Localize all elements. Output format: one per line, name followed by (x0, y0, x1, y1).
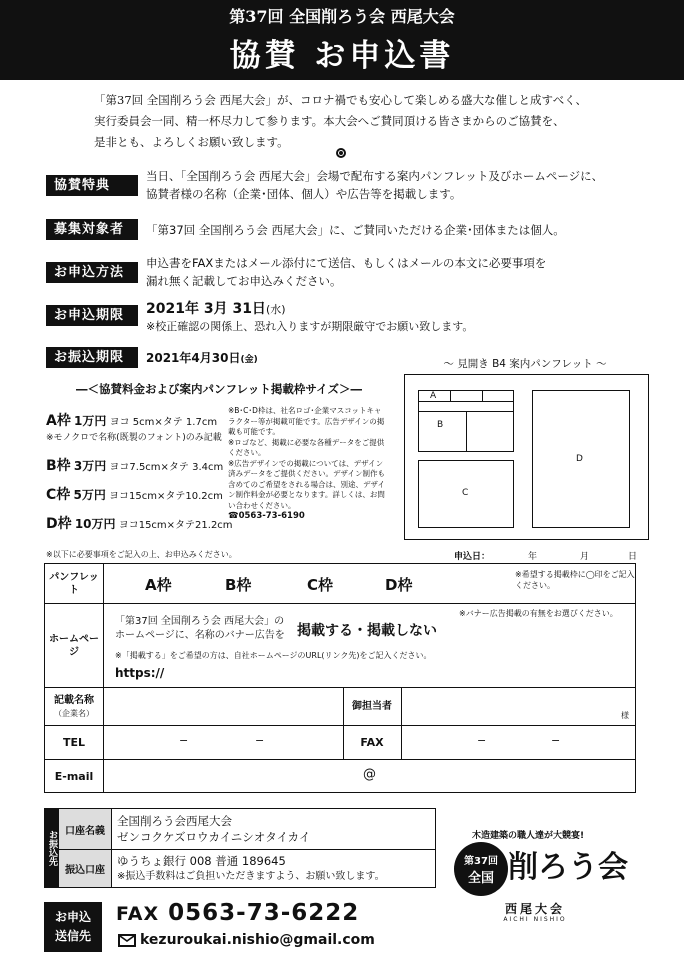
intro-line: 実行委員会一同、精一杯尽力して参ります。本大会へご賛同頂ける皆さまからのご協賛を、 (94, 114, 565, 128)
url-note: ※「掲載する」をご希望の方は、自社ホームページのURL(リンク先)をご記入ください。 (115, 651, 432, 660)
contact-label-line: お申込 (54, 910, 91, 924)
pamphlet-note: ※希望する掲載枠に◯印をご記入ください。 (515, 570, 635, 590)
payment-weekday: (金) (240, 355, 258, 365)
divider (111, 849, 435, 850)
homepage-text (115, 615, 285, 643)
target-label: 募集対象者 (46, 219, 138, 240)
deadline-note: ※校正確認の関係上、恐れ入りますが期限厳守でお願い致します。 (146, 320, 474, 333)
email-address[interactable]: kezuroukai.nishio@gmail.com (140, 932, 375, 948)
divider (111, 809, 112, 887)
price-note: ※B･C･D枠は、社名ロゴ･企業マスコットキャラクター等が掲載可能です。広告デザインの掲載も可能です。 (228, 406, 385, 436)
application-form (44, 563, 636, 793)
form-row-pamphlet (45, 564, 635, 603)
bank-details (117, 853, 385, 885)
fax-input[interactable] (403, 728, 633, 756)
benefit-label: 協賛特典 (46, 175, 138, 196)
price-note-phone: ☎0563-73-6190 (228, 511, 305, 521)
price-note: ※広告デザインでの掲載については、デザイン済みデータをご提供ください。デザイン制作も含めてのご希望をされる場合は、別途、デザイン制作料金が必要となります。詳しくは、お問い合わせください。 (228, 458, 385, 510)
tel-input[interactable] (105, 728, 341, 756)
method-line: 申込書をFAXまたはメール添付にて送信、もしくはメールの本文に必要事項を (146, 256, 547, 270)
fax-number: 0563-73-6222 (168, 900, 360, 926)
slot-b-label: B (437, 420, 444, 430)
fax-dash: − (477, 734, 487, 747)
deadline-label: お申込期限 (46, 305, 138, 326)
contact-label (44, 902, 102, 952)
option-a[interactable]: A枠 (145, 576, 172, 594)
method-label: お申込方法 (46, 262, 138, 283)
homepage-line: 「第37回 全国削ろう会 西尾大会」の (115, 616, 285, 627)
header-banner (0, 0, 684, 80)
frame-a-size: ヨコ 5cm×タテ 1.7cm (109, 417, 218, 428)
frame-a-price: 1万円 (74, 414, 107, 428)
bank-label: 振込口座 (59, 849, 111, 887)
name-field-label (45, 688, 103, 725)
tel-dash: − (179, 734, 189, 747)
payment-date (146, 349, 258, 366)
fax-contact (116, 900, 359, 926)
intro-line: 是非とも、よろしくお願い致します。 (94, 135, 289, 149)
method-text (146, 254, 646, 290)
tel-field-label: TEL (62, 736, 86, 749)
logo-roman: AICHI NISHIO (503, 916, 567, 923)
homepage-line: ホームページに、名称のバナー広告を (115, 630, 285, 641)
frame-c-name: C枠 (46, 487, 71, 503)
frame-d-size: ヨコ15cm×タテ21.2cm (118, 520, 233, 531)
frame-d-name: D枠 (46, 516, 72, 532)
email-field-label: E-mail (54, 770, 94, 783)
frame-d-price: 10万円 (74, 517, 116, 531)
slot-c-label: C (462, 488, 469, 498)
price-row-d (46, 513, 233, 533)
apply-day-label: 日 (628, 552, 638, 562)
method-line: 漏れ無く記載してお申込みください。 (146, 274, 342, 288)
deadline-date (146, 298, 286, 318)
option-c[interactable]: C枠 (307, 576, 334, 594)
at-sign: @ (363, 767, 376, 782)
url-input[interactable]: https:// (115, 666, 165, 680)
email-contact[interactable] (118, 932, 375, 948)
deadline-weekday: (水) (265, 303, 286, 316)
logo-edition: 第37回 (464, 856, 498, 867)
divider (103, 604, 104, 687)
divider (103, 688, 104, 725)
account-side-label: お振込先 (45, 809, 59, 887)
slot-a-label: A (430, 391, 437, 401)
event-logo (450, 828, 640, 924)
account-name (117, 813, 310, 845)
target-text: 「第37回 全国削ろう会 西尾大会」に、ご賛同いただける企業･団体または個人。 (146, 223, 565, 237)
logo-tagline: 木造建築の職人達が大競宴! (472, 831, 585, 841)
apply-month-label: 月 (580, 552, 590, 562)
mail-icon (118, 934, 136, 947)
name-input[interactable] (105, 690, 341, 722)
price-row-c (46, 484, 223, 504)
frame-b-size: ヨコ7.5cm×タテ 3.4cm (109, 462, 224, 473)
price-notes (228, 406, 388, 522)
divider (401, 688, 402, 725)
frame-c-size: ヨコ15cm×タテ10.2cm (109, 491, 223, 502)
contact-label-line: 送信先 (54, 929, 91, 943)
logo-city: 西尾大会 (504, 902, 565, 916)
apply-date-label: 申込日： (454, 552, 491, 562)
divider (103, 760, 104, 793)
intro-text (94, 90, 614, 153)
divider (103, 726, 104, 759)
name-sub-label: （企業名） (54, 708, 94, 718)
pamphlet-field-label: パンフレット (49, 571, 99, 596)
homepage-field-label: ホームページ (49, 633, 99, 658)
price-row-b (46, 455, 223, 475)
form-row-name (45, 687, 635, 725)
form-row-email (45, 759, 635, 793)
fax-prefix: FAX (116, 903, 160, 925)
page-title: 協賛 お申込書 (229, 38, 455, 74)
account-name-label: 口座名義 (59, 809, 111, 849)
person-input[interactable] (403, 690, 613, 722)
benefit-line: 協賛者様の名称（企業･団体、個人）や広告等を掲載します。 (146, 187, 462, 201)
banner-choice[interactable]: 掲載する・掲載しない (297, 623, 437, 639)
pamphlet-title: 〜 見開き B4 案内パンフレット 〜 (443, 358, 607, 370)
person-field-label: 御担当者 (352, 701, 392, 712)
divider (103, 564, 104, 603)
form-row-tel-fax (45, 725, 635, 759)
logo-nation: 全国 (467, 871, 494, 886)
logo-main: 削ろう会 (508, 850, 628, 885)
name-label-text: 記載名称 (54, 694, 94, 706)
price-note: ※ロゴなど、掲載に必要な各種データをご提供ください。 (228, 437, 385, 457)
payment-label: お振込期限 (46, 347, 138, 368)
slot-d-label: D (576, 454, 583, 464)
intro-line: 「第37回 全国削ろう会 西尾大会」が、コロナ禍でも安心して楽しめる盛大な催しと成すべく、 (94, 93, 587, 107)
divider (418, 401, 514, 402)
frame-a-name: A枠 (46, 413, 71, 429)
apply-year-label: 年 (528, 552, 538, 562)
fax-dash: − (551, 734, 561, 747)
homepage-note: ※バナー広告掲載の有無をお選びください。 (459, 609, 618, 618)
form-instruction: ※以下に必要事項をご記入の上、お申込みください。 (46, 550, 237, 559)
bank-number: ゆうちょ銀行 008 普通 189645 (117, 854, 286, 868)
price-row-a (46, 410, 222, 443)
divider (450, 390, 451, 401)
account-name-kana: ゼンコクケズロウカイニシオタイカイ (117, 830, 311, 844)
event-subtitle: 第37回 全国削ろう会 西尾大会 (229, 7, 455, 26)
bank-note: ※振込手数料はご負担いただきますよう、お願い致します。 (117, 871, 385, 882)
tel-dash: − (255, 734, 265, 747)
fax-field-label: FAX (360, 736, 384, 749)
payment-date-text: 2021年4月30日 (146, 351, 241, 365)
benefit-line: 当日、「全国削ろう会 西尾大会」会場で配布する案内パンフレット及びホームページに、 (146, 169, 604, 183)
option-d[interactable]: D枠 (385, 576, 413, 594)
benefit-text (146, 167, 646, 203)
divider (466, 411, 467, 452)
divider (401, 726, 402, 759)
account-name-kanji: 全国削ろう会西尾大会 (117, 814, 232, 828)
bullet-icon (336, 148, 346, 158)
frame-c-price: 5万円 (73, 488, 106, 502)
sama-suffix: 様 (621, 711, 629, 720)
price-heading: ―＜協賛料金および案内パンフレット掲載枠サイズ＞― (75, 382, 362, 396)
divider (482, 390, 483, 401)
frame-a-note: ※モノクロで名称(既製のフォント)のみ記載 (46, 433, 222, 443)
frame-b-price: 3万円 (73, 459, 107, 473)
bank-account-box (44, 808, 436, 888)
deadline-date-text: 2021年 3月 31日 (146, 301, 266, 317)
frame-b-name: B枠 (46, 458, 71, 474)
logo-badge (454, 842, 508, 896)
option-b[interactable]: B枠 (225, 576, 252, 594)
form-row-homepage (45, 603, 635, 687)
